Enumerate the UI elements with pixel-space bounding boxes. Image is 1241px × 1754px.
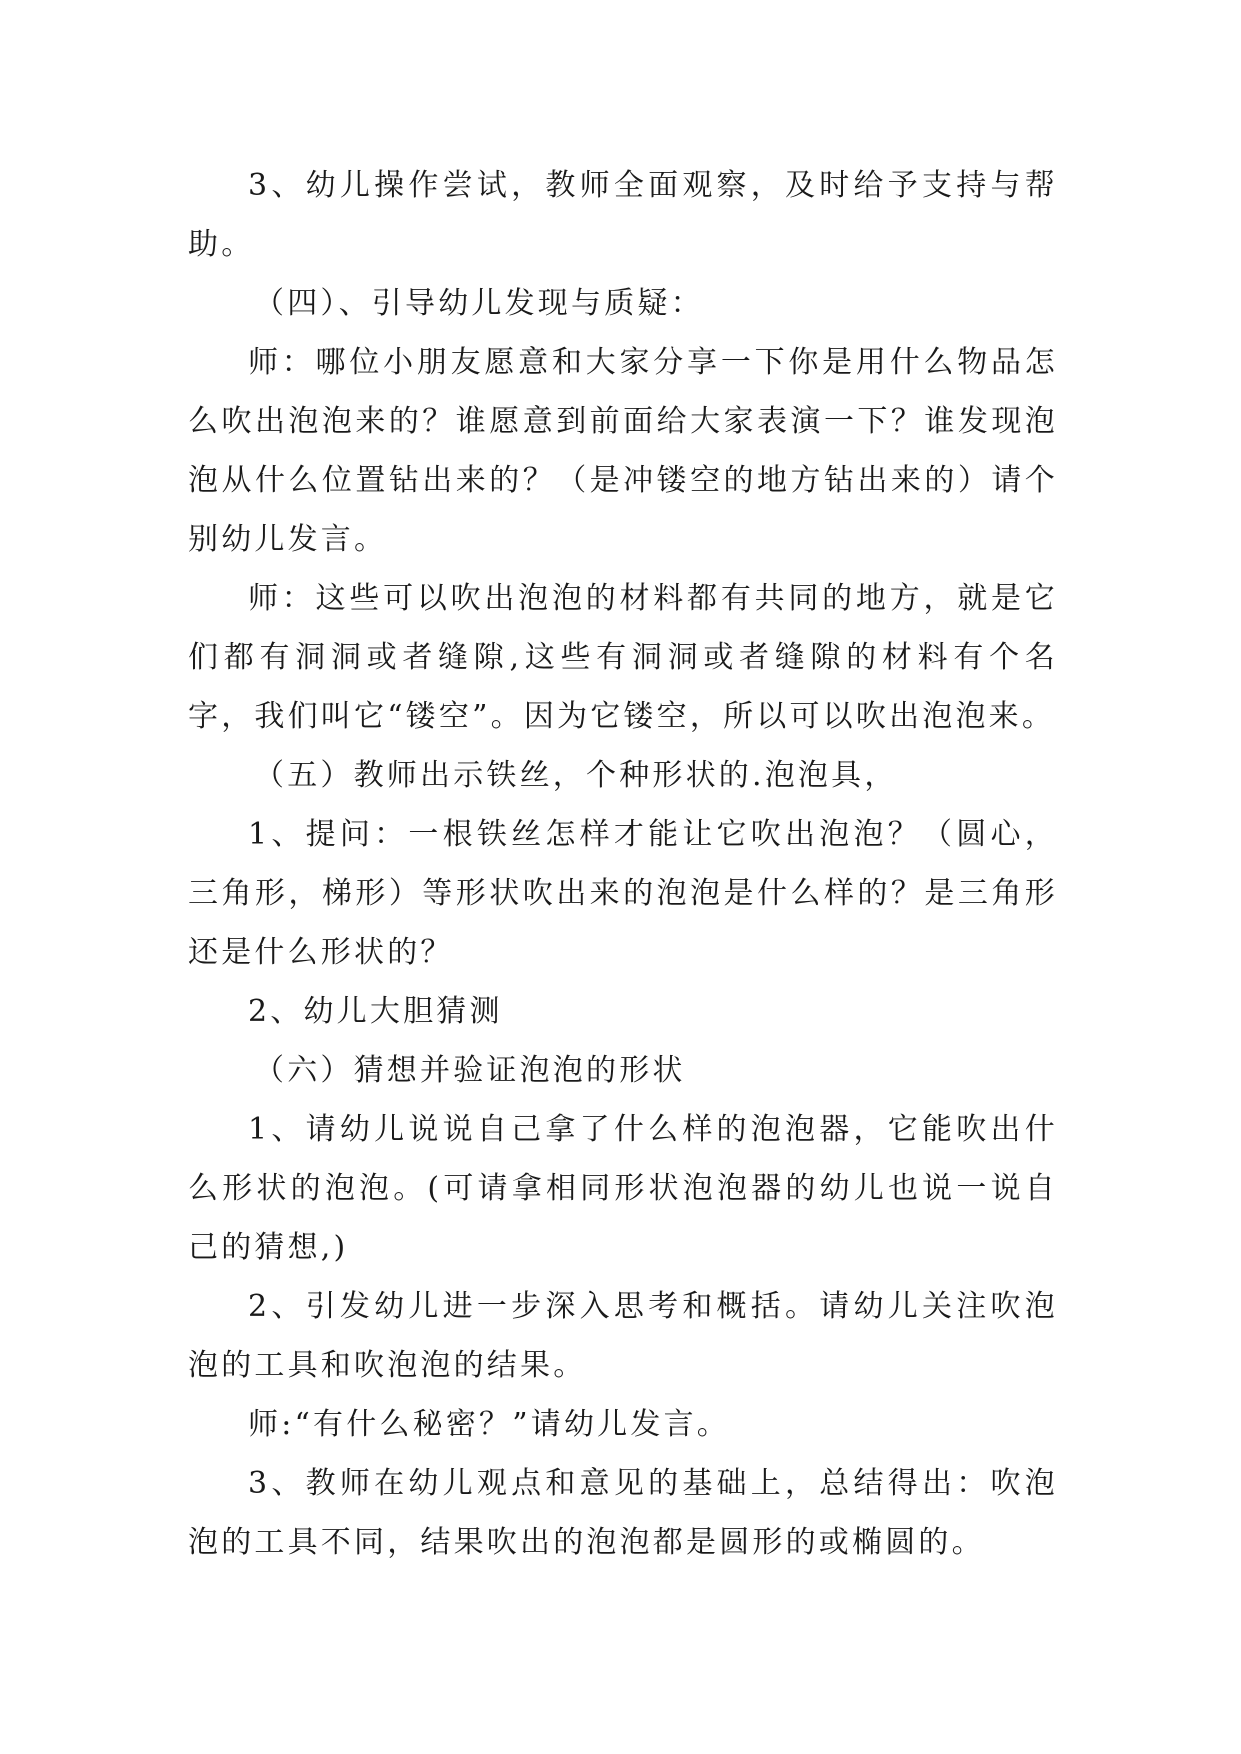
section-heading-5: （五）教师出示铁丝，个种形状的.泡泡具， (254, 758, 898, 793)
paragraph-teacher-secret: 师:“有什么秘密？”请幼儿发言。 (248, 1407, 730, 1442)
paragraph-step-2-think: 2、引发幼儿进一步深入思考和概括。请幼儿关注吹泡泡的工具和吹泡泡的结果。 (188, 1289, 1058, 1383)
paragraph-step-2-guess: 2、幼儿大胆猜测 (248, 994, 503, 1029)
paragraph-step-1-describe: 1、请幼儿说说自己拿了什么样的泡泡器，它能吹出什么形状的泡泡。(可请拿相同形状泡泡器的幼儿也说一说自己的猜想,) (188, 1112, 1058, 1265)
section-heading-4: （四）、引导幼儿发现与质疑： (254, 286, 704, 321)
paragraph-step-3-summary: 3、教师在幼儿观点和意见的基础上，总结得出：吹泡泡的工具不同，结果吹出的泡泡都是圆形的或椭圆的。 (188, 1466, 1058, 1560)
paragraph-teacher-question: 师：哪位小朋友愿意和大家分享一下你是用什么物品怎么吹出泡泡来的？谁愿意到前面给大家表演一下？谁发现泡泡从什么位置钻出来的？（是冲镂空的地方钻出来的）请个别幼儿发言。 (188, 345, 1058, 557)
document-body (188, 156, 1058, 1572)
section-heading-6: （六）猜想并验证泡泡的形状 (254, 1053, 686, 1088)
paragraph-step-1-question: 1、提问：一根铁丝怎样才能让它吹出泡泡？（圆心，三角形，梯形）等形状吹出来的泡泡是什么样的？是三角形还是什么形状的？ (188, 817, 1058, 970)
paragraph-teacher-explanation: 师：这些可以吹出泡泡的材料都有共同的地方，就是它们都有洞洞或者缝隙,这些有洞洞或者缝隙的材料有个名字，我们叫它“镂空”。因为它镂空，所以可以吹出泡泡来。 (188, 581, 1058, 734)
paragraph-step-3-operation: 3、幼儿操作尝试，教师全面观察，及时给予支持与帮助。 (188, 168, 1058, 262)
